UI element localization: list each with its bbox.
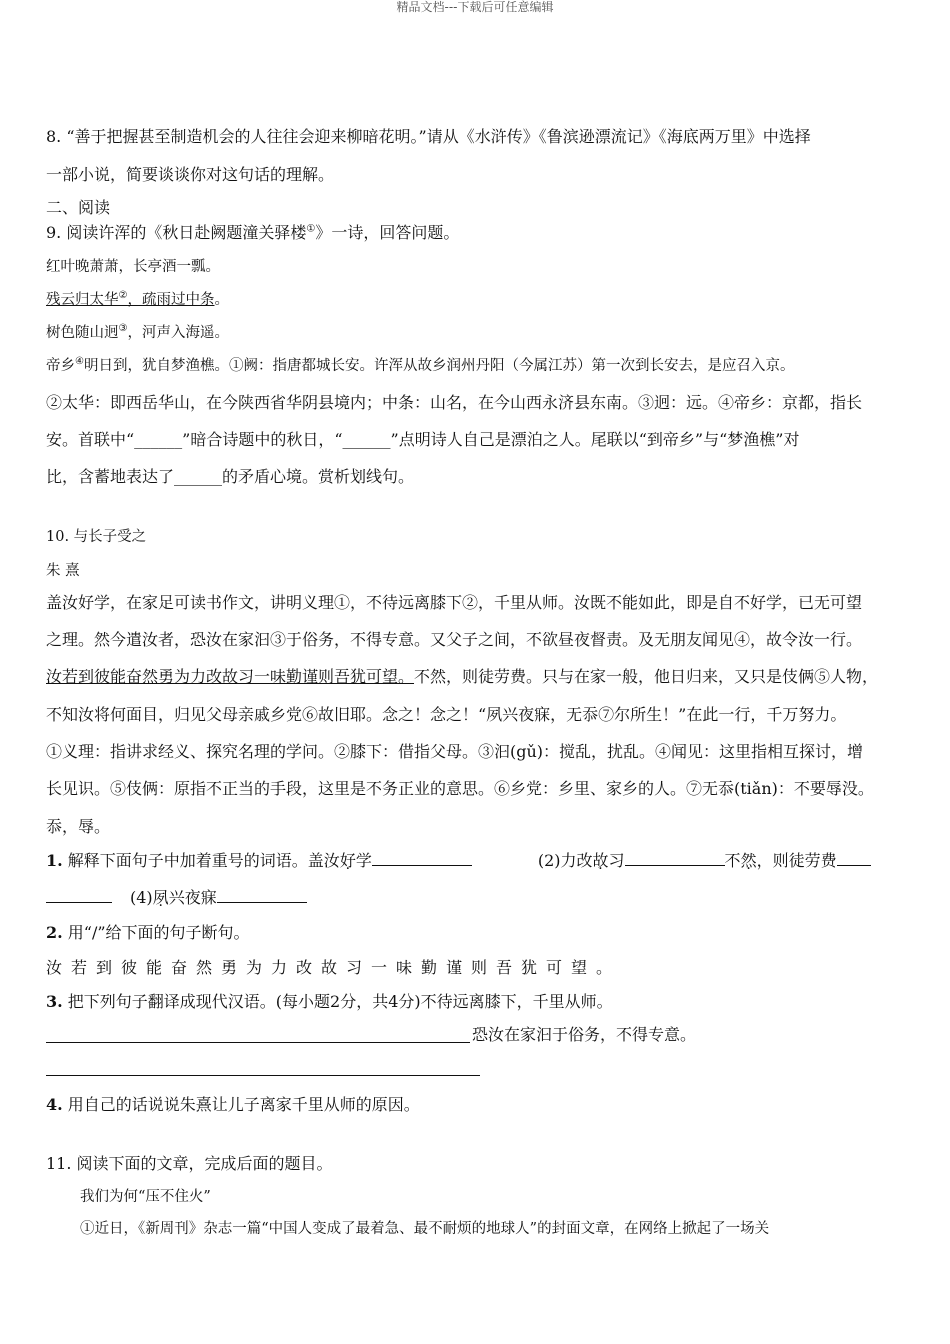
sub1-text: 解释下面句子中加着重号的词语。盖汝: [67, 851, 340, 870]
poem-line-4-notes: [46, 355, 908, 377]
sub1-item4: (4): [130, 888, 153, 907]
q10-author: 朱 熹: [46, 563, 80, 579]
sub1-item2: (2)力改: [537, 851, 593, 870]
sub1-item2-b: 习: [608, 851, 625, 870]
poem-line-3-b: ，河声入海遥。: [127, 325, 229, 341]
answer-blank[interactable]: [372, 849, 472, 866]
q10-para-3: [46, 666, 908, 688]
poem-line-2-a: 残云归太华: [46, 292, 119, 308]
q11-article-title: 我们为何“压不住火”: [80, 1189, 211, 1205]
sub2-text: 用“/”给下面的句子断句。: [67, 923, 250, 942]
sub1-item4-b: 兴夜寐: [168, 888, 217, 907]
q10-sub4: [46, 1094, 908, 1116]
sub-number: 4.: [46, 1095, 63, 1114]
q10-para-3-rest: 不然，则徒劳费。只与在家一般，他日归来，又只是伎俩⑤人物，: [414, 667, 879, 686]
q9-notes-4: 比，含蓄地表达了______的矛盾心境。赏析划线句。: [46, 467, 415, 486]
q11-intro: 11. 阅读下面的文章，完成后面的题目。: [46, 1154, 333, 1173]
sub1-item3: 不: [724, 851, 741, 870]
sub-number: 2.: [46, 923, 63, 942]
q10-sub2-sentence: 汝若到彼能奋然勇为力改故习一味勤谨则吾犹可望。: [46, 958, 622, 977]
emphasis-word: 夙: [152, 888, 169, 907]
q11-para-1: ①近日，《新周刊》杂志一篇“中国人变成了最着急、最不耐烦的地球人”的封面文章，在网络上掀起了一场关: [80, 1221, 770, 1237]
footnote-mark: ④: [75, 356, 84, 368]
emphasis-word: 然: [740, 851, 757, 870]
q9-notes-3: 安。首联中“______”暗合诗题中的秋日，“______”点明诗人自己是漂泊之人。尾联以“到帝乡”与“梦渔樵”对: [46, 430, 800, 449]
sub3-text: 把下列句子翻译成现代汉语。(每小题2分，共4分)不待远离膝下，千里从师。: [67, 992, 613, 1011]
footnote-mark: ③: [118, 323, 128, 335]
notes-1-a: 帝乡: [46, 358, 75, 374]
q10-notes-3: 忝，辱。: [46, 817, 111, 836]
sub4-text: 用自己的话说说朱熹让儿子离家千里从师的原因。: [67, 1095, 420, 1114]
answer-blank[interactable]: [217, 886, 307, 903]
emphasis-word: 好: [339, 851, 356, 870]
q10-notes-1: ①义理：指讲求经义、探究名理的学问。②膝下：借指父母。③汩(gǔ)：搅乱，扰乱。④闻见：这里指相互探讨，增: [46, 742, 864, 761]
q9-intro-text-2: 》一诗，回答问题。: [315, 223, 460, 242]
footnote-mark: ②: [118, 290, 128, 302]
q10-para-2: 之理。然今遣汝者，恐汝在家汩③于俗务，不得专意。又父子之间，不欲昼夜督责。及无朋友闻见④，故令汝一行。: [46, 630, 863, 649]
q9-intro: [46, 222, 908, 244]
q10-sub1: [46, 849, 908, 872]
poem-line-2-b: ，疏雨过中条: [127, 292, 215, 308]
q8-line1: 8. “善于把握甚至制造机会的人往往会迎来柳暗花明。”请从《水浒传》《鲁滨逊漂流记》《海底两万里》中选择: [46, 127, 811, 146]
q10-notes-2: 长见识。⑤伎俩：原指不正当的手段，这里是不务正业的意思。⑥乡党：乡里、家乡的人。⑦无忝(tiǎn)：不要辱没。: [46, 779, 874, 798]
underlined-poem-line: [46, 292, 214, 308]
sub1-item3-b: ，则徒劳费: [756, 851, 837, 870]
answer-line[interactable]: [46, 1075, 480, 1076]
poem-line-3: [46, 322, 908, 344]
answer-blank[interactable]: [46, 886, 112, 903]
q8-line2: 一部小说，简要谈谈你对这句话的理解。: [46, 165, 335, 184]
poem-line-3-a: 树色随山迥: [46, 325, 119, 341]
page-header: 精品文档---下载后可任意编辑: [396, 0, 554, 14]
q10-sub1-cont: [46, 886, 908, 909]
q9-intro-text: 9. 阅读许浑的《秋日赴阙题潼关驿楼: [46, 223, 307, 242]
notes-1-b: 明日到，犹自梦渔樵。①阙：指唐都城长安。许浑从故乡润州丹阳（今属江苏）第一次到长安去，是应召入京。: [83, 358, 795, 374]
answer-line[interactable]: [46, 1042, 470, 1043]
poem-line-2: [46, 289, 908, 311]
sub-number: 3.: [46, 992, 63, 1011]
q9-notes-2: ②太华：即西岳华山，在今陕西省华阴县境内；中条：山名，在今山西永济县东南。③迥：远。④帝乡：京都，指长: [46, 393, 863, 412]
footnote-mark: ①: [306, 223, 316, 235]
q10-sub3-second: 恐汝在家汩于俗务，不得专意。: [472, 1025, 697, 1044]
answer-blank[interactable]: [625, 849, 725, 866]
section-heading-reading: 二、阅读: [46, 198, 111, 217]
poem-line-2-c: 。: [214, 292, 229, 308]
q10-para-4: 不知汝将何面目，归见父母亲戚乡党⑥故旧耶。念之！念之！“夙兴夜寐，无忝⑦尔所生！”在此一行，千万努力。: [46, 705, 847, 724]
emphasis-word: 故: [592, 851, 609, 870]
q10-title: 10. 与长子受之: [46, 529, 147, 545]
q10-sub2: [46, 922, 908, 944]
answer-blank[interactable]: [837, 849, 871, 866]
q10-sub3: [46, 991, 908, 1013]
poem-line-1: 红叶晚萧萧，长亭酒一瓢。: [46, 259, 220, 275]
q10-para-1: 盖汝好学，在家足可读书作文，讲明义理①，不待远离膝下②，千里从师。汝既不能如此，即是自不好学，已无可望: [46, 593, 863, 612]
sub1-text-b: 学: [355, 851, 372, 870]
sub-number: 1.: [46, 851, 63, 870]
underlined-sentence: 汝若到彼能奋然勇为力改故习一味勤谨则吾犹可望。: [46, 667, 415, 686]
